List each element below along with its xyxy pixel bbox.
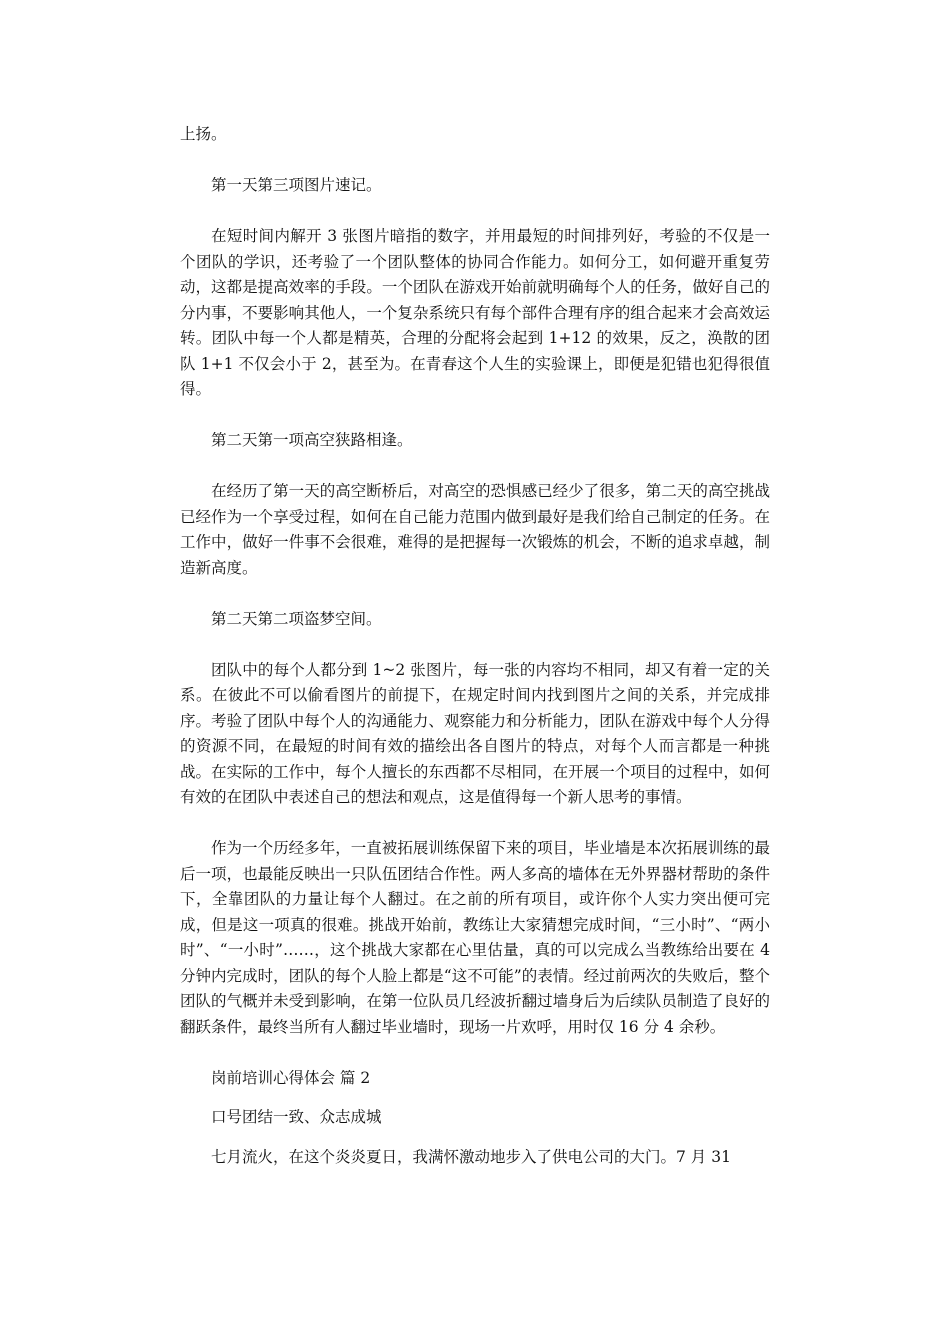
article-title: 岗前培训心得体会 篇 2 bbox=[211, 1068, 371, 1087]
paragraph: 在短时间内解开 3 张图片暗指的数字，并用最短的时间排列好，考验的不仅是一个团队的学识，还考验了一个团队整体的协同合作能力。如何分工，如何避开重复劳动，这都是提高效率的手段。一个团队在游戏开始前就明确每个人的任务，做好自己的分内事，不要影响其他人，一个复杂系统只有每个部件合理有序的组合起来才会高效运转。团队中每一个人都是精英，合理的分配将会起到 1+12 的效果，反之，涣散的团队 1+1 不仅会小于 2，甚至为。在青春这个人生的实验课上，即便是犯错也犯得很值得。 bbox=[180, 227, 770, 398]
paragraph: 在经历了第一天的高空断桥后，对高空的恐惧感已经少了很多，第二天的高空挑战已经作为一个享受过程，如何在自己能力范围内做到最好是我们给自己制定的任务。在工作中，做好一件事不会很难，难得的是把握每一次锻炼的机会，不断的追求卓越，制造新高度。 bbox=[180, 482, 770, 577]
section-heading: 第一天第三项图片速记。 bbox=[211, 176, 382, 194]
document-body bbox=[180, 122, 770, 1170]
paragraph: 上扬。 bbox=[180, 125, 227, 143]
paragraph: 七月流火，在这个炎炎夏日，我满怀激动地步入了供电公司的大门。7 月 31 bbox=[211, 1147, 731, 1166]
slogan: 口号团结一致、众志成城 bbox=[211, 1108, 382, 1126]
paragraph: 团队中的每个人都分到 1~2 张图片，每一张的内容均不相同，却又有着一定的关系。在彼此不可以偷看图片的前提下，在规定时间内找到图片之间的关系，并完成排序。考验了团队中每个人的沟通能力、观察能力和分析能力，团队在游戏中每个人分得的资源不同，在最短的时间有效的描绘出各自图片的特点，对每个人而言都是一种挑战。在实际的工作中，每个人擅长的东西都不尽相同，在开展一个项目的过程中，如何有效的在团队中表述自己的想法和观点，这是值得每一个新人思考的事情。 bbox=[180, 660, 770, 806]
section-heading: 第二天第一项高空狭路相逢。 bbox=[211, 431, 413, 449]
paragraph: 作为一个历经多年，一直被拓展训练保留下来的项目，毕业墙是本次拓展训练的最后一项，也最能反映出一只队伍团结合作性。两人多高的墙体在无外界器材帮助的条件下，全靠团队的力量让每个人翻过。在之前的所有项目，或许你个人实力突出便可完成，但是这一项真的很难。挑战开始前，教练让大家猜想完成时间，“三小时”、“两小时”、“一小时”……，这个挑战大家都在心里估量，真的可以完成么当教练给出要在 4 分钟内完成时，团队的每个人脸上都是“这不可能”的表情。经过前两次的失败后，整个团队的气概并未受到影响，在第一位队员几经波折翻过墙身后为后续队员制造了良好的翻跃条件，最终当所有人翻过毕业墙时，现场一片欢呼，用时仅 16 分 4 余秒。 bbox=[180, 839, 770, 1036]
section-heading: 第二天第二项盗梦空间。 bbox=[211, 609, 382, 628]
